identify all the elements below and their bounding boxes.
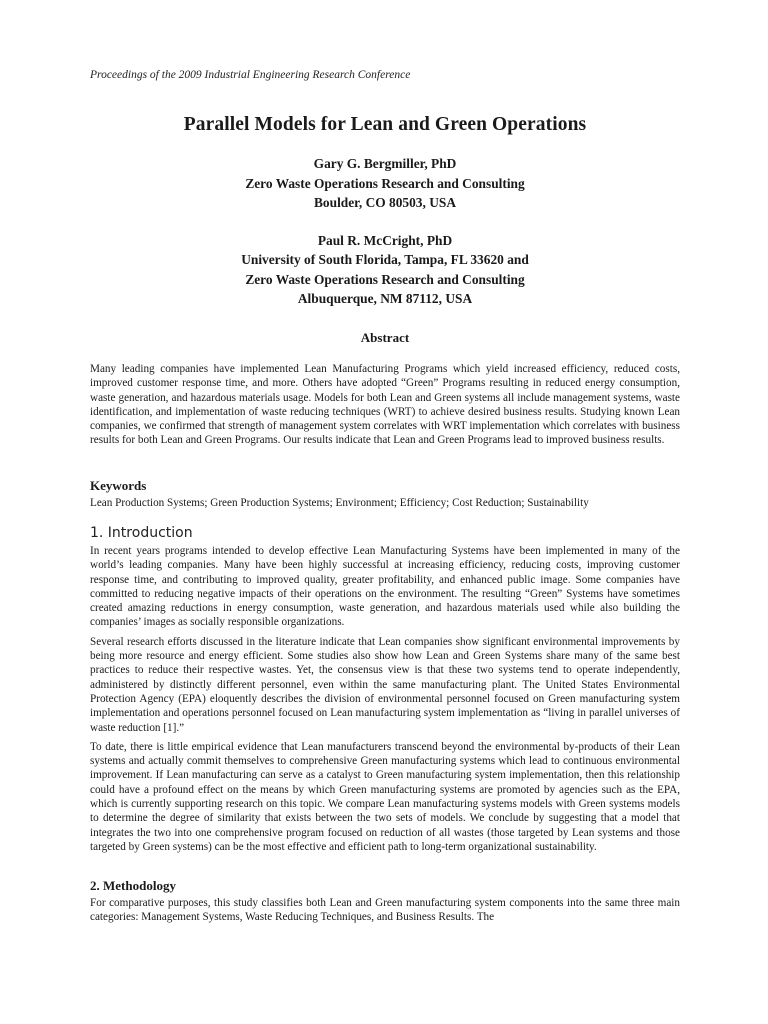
introduction-heading: 1. Introduction — [90, 525, 193, 541]
running-head: Proceedings of the 2009 Industrial Engineering Research Conference — [90, 69, 411, 81]
abstract-heading: Abstract — [360, 330, 410, 345]
author-affiliation: University of South Florida, Tampa, FL 33620 and — [241, 252, 529, 267]
author-affiliation: Zero Waste Operations Research and Consulting — [245, 175, 525, 191]
paragraph: In recent years programs intended to develop effective Lean Manufacturing Systems have been implemented in many of the world’s leading companies. Many have been highly successful at increasing efficiency, reducing costs, improving customer response time, and contributing to improved quality, greater profitability, and enhanced public image. Some companies have committed to reducing negative impacts of their operations on the environment. The resulting “Green” Systems have sometimes created amazing reductions in energy consumption, waste generation, and hazardous materials used while also building the companies’ images as socially responsible organizations. — [90, 545, 680, 629]
author-location: Boulder, CO 80503, USA — [314, 195, 456, 210]
author-block-2 — [90, 231, 680, 309]
keywords-heading: Keywords — [90, 478, 147, 493]
author-affiliation: Zero Waste Operations Research and Consulting — [245, 271, 525, 287]
author-name: Gary G. Bergmiller, PhD — [313, 156, 457, 171]
keywords-text: Lean Production Systems; Green Production Systems; Environment; Efficiency; Cost Reduction; Sustainability — [90, 497, 589, 509]
author-name: Paul R. McCright, PhD — [317, 232, 453, 248]
methodology-text: For comparative purposes, this study classifies both Lean and Green manufacturing system components into the same three main categories: Management Systems, Waste Reducing Techniques, and Business Results. The — [90, 897, 680, 924]
paper-title: Parallel Models for Lean and Green Operations — [183, 114, 587, 135]
introduction-body — [90, 544, 680, 859]
author-block-1 — [90, 154, 680, 213]
author-location: Albuquerque, NM 87112, USA — [297, 291, 473, 306]
paragraph: To date, there is little empirical evidence that Lean manufacturers transcend beyond the environmental by-products of their Lean systems and actually commit themselves to comprehensive Green manufacturing systems which lead to continuous environmental improvement. If Lean manufacturing can serve as a catalyst to Green manufacturing system implementation, then this relationship could have a profound effect on the means by which Green manufacturing systems are promoted by agencies such as the EPA, which is currently supporting research on this topic. We compare Lean manufacturing systems models with Green systems models to determine the degree of similarity that exists between the two sets of models. We conclude by suggesting that a model that integrates the two into one comprehensive program focused on reduction of all wastes (those targeted by Lean systems and those targeted by Green systems) can be the most effective and efficient path to long-term organizational sustainability. — [90, 740, 680, 853]
methodology-heading: 2. Methodology — [90, 878, 176, 893]
author-list — [90, 154, 680, 309]
abstract-text: Many leading companies have implemented Lean Manufacturing Programs which yield increased efficiency, reduced costs, improved customer response time, and more. Others have adopted “Green” Programs resulting in reduced energy consumption, waste generation, and hazardous materials usage. Models for both Lean and Green systems all include management systems, waste identification, and implementation of waste reducing techniques (WRT) to achieve desired business results. Studying known Lean companies, we confirmed that strength of management system correlates with WRT implementation which correlates with business results for both Lean and Green Programs. Our results indicate that Lean and Green Programs lead to improved business results. — [90, 363, 680, 447]
paragraph: Several research efforts discussed in the literature indicate that Lean companies show significant environmental improvements by being more resource and energy efficient. Some studies also show how Lean and Green Systems share many of the same best practices to reduce their respective wastes. Yet, the consensus view is that these two systems tend to operate independently, administered by distinctly different personnel, even within the same manufacturing plant. The United States Environmental Protection Agency (EPA) eloquently describes the division of environmental personnel focused on Green manufacturing system implementation and operations personnel focused on Lean manufacturing system implementation as “living in parallel universes of waste reduction [1].” — [90, 635, 680, 734]
